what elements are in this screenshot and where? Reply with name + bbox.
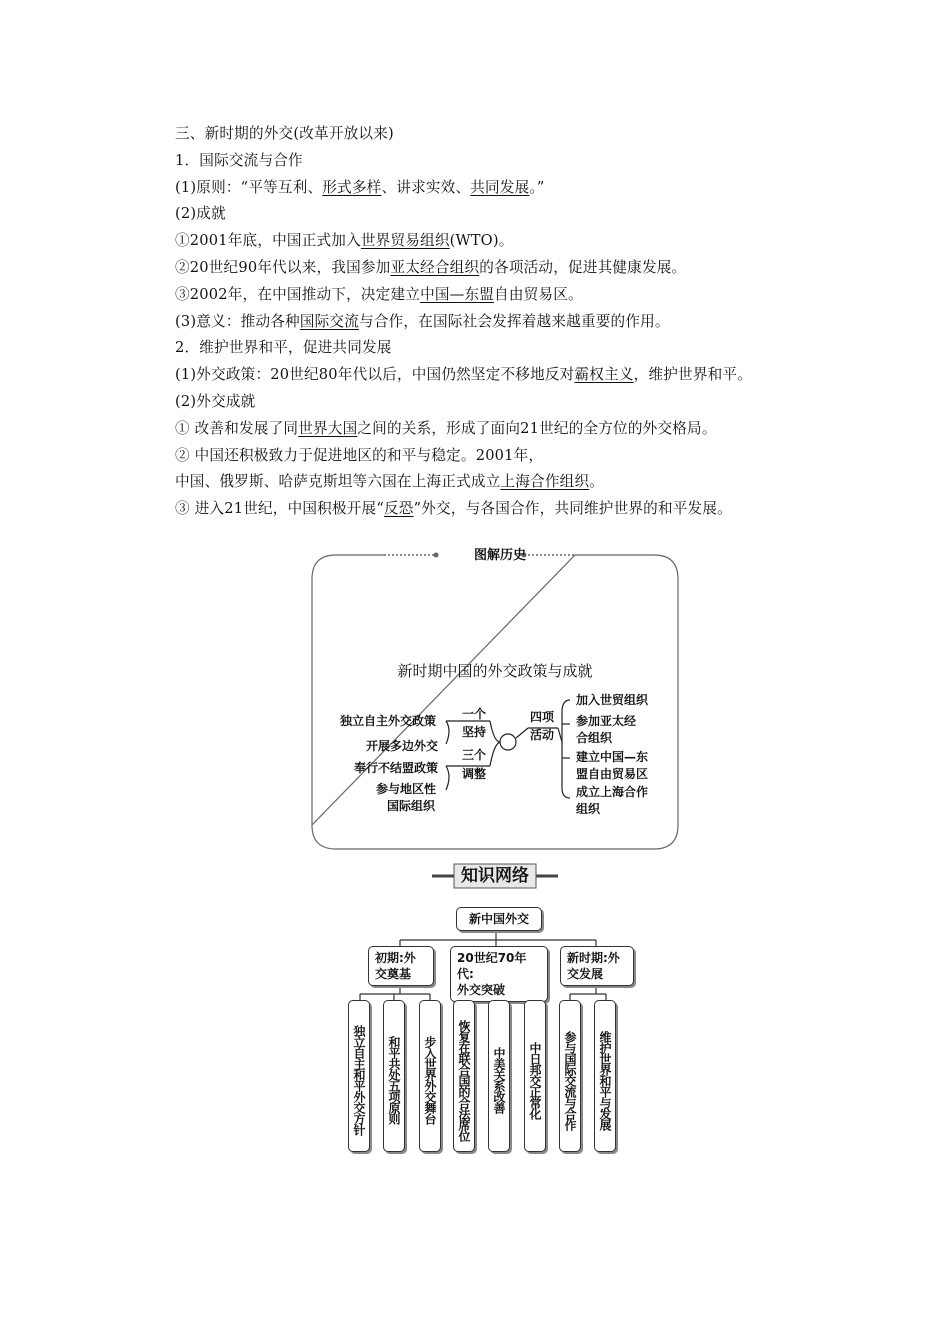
- underlined-term: 世界贸易组织: [360, 232, 450, 250]
- text-segment: 。”: [529, 178, 545, 196]
- network-leaf-box: 和平共处五项原则: [383, 1000, 405, 1152]
- diagram-header: 图解历史: [473, 548, 526, 563]
- diagram-left-item: 独立自主外交政策: [340, 714, 437, 728]
- four-label-bottom: 活动: [530, 728, 555, 742]
- text-segment: 、讲求实效、: [381, 178, 471, 196]
- underlined-term: 反恐: [384, 500, 414, 518]
- network-leaf-box: 独立自主和平外交方针: [348, 1000, 370, 1152]
- four-label-top: 四项: [530, 710, 555, 724]
- diagram-left-item: 国际组织: [387, 799, 436, 813]
- text-segment: 三、新时期的外交(改革开放以来): [175, 125, 394, 142]
- diagram-right-item: 建立中国—东: [576, 750, 649, 764]
- text-segment: 。: [589, 473, 605, 491]
- network-leaf-box: 中日邦交正常化: [524, 1000, 546, 1152]
- text-segment: ②20世纪90年代以来，我国参加: [175, 258, 391, 276]
- text-segment: (2)外交成就: [175, 392, 256, 410]
- text-segment: ”外交，与各国合作，共同维护世界的和平发展。: [413, 500, 732, 518]
- network-leaf-box: 恢复在联合国的合法席位: [453, 1000, 475, 1152]
- text-segment: (3)意义：推动各种: [175, 312, 300, 330]
- text-segment: ③ 进入21世纪，中国积极开展“: [175, 500, 384, 518]
- three-label-bottom: 调整: [462, 767, 487, 781]
- diagram-right-item: 成立上海合作: [576, 785, 649, 799]
- text-segment: 之间的关系，形成了面向21世纪的全方位的外交格局。: [357, 419, 717, 437]
- network-title: 知识网络: [461, 866, 529, 886]
- text-segment: (WTO)。: [449, 232, 514, 250]
- diagram-left-item: 开展多边外交: [366, 739, 439, 753]
- network-period-box: 新时期:外 交发展: [560, 946, 634, 986]
- text-segment: (1)外交政策：20世纪80年代以后，中国仍然坚定不移地反对: [175, 366, 575, 384]
- text-segment: ① 改善和发展了同: [175, 419, 299, 437]
- text-segment: 中国、俄罗斯、哈萨克斯坦等六国在上海正式成立: [175, 473, 501, 491]
- network-period-box: 20世纪70年代: 外交突破: [450, 946, 548, 1002]
- one-label-top: 一个: [462, 707, 487, 721]
- text-segment: (1)原则：“平等互利、: [175, 178, 323, 196]
- underlined-term: 中国—东盟: [420, 285, 495, 303]
- network-root: 新中国外交: [456, 907, 542, 931]
- text-segment: 的各项活动，促进其健康发展。: [479, 258, 687, 276]
- text-segment: 1．国际交流与合作: [175, 151, 303, 169]
- diagram-right-item: 参加亚太经: [576, 714, 637, 728]
- three-label-top: 三个: [462, 748, 487, 762]
- network-leaf-box: 中美关系改善: [488, 1000, 510, 1152]
- diagram-title: 新时期中国的外交政策与成就: [397, 662, 593, 680]
- diagram-right-item: 加入世贸组织: [576, 693, 649, 707]
- text-segment: ，维护世界和平。: [633, 366, 753, 384]
- diagram-left-item: 参与地区性: [376, 782, 437, 796]
- underlined-term: 形式多样: [322, 178, 382, 196]
- diagram-left-item: 奉行不结盟政策: [354, 761, 439, 775]
- text-segment: 自由贸易区。: [494, 285, 583, 303]
- one-label-bottom: 坚持: [462, 725, 487, 739]
- network-leaf-box: 参与国际交流与合作: [559, 1000, 581, 1152]
- network-leaf-box: 步入世界外交舞台: [419, 1000, 441, 1152]
- underlined-term: 国际交流: [299, 312, 360, 330]
- underlined-term: 亚太经合组织: [390, 258, 480, 276]
- underlined-term: 霸权主义: [574, 366, 634, 384]
- text-segment: 2．维护世界和平，促进共同发展: [175, 339, 392, 357]
- diagram-right-item: 盟自由贸易区: [576, 767, 649, 781]
- text-segment: 与合作，在国际社会发挥着越来越重要的作用。: [359, 312, 670, 330]
- network-period-box: 初期:外 交奠基: [368, 946, 434, 986]
- underlined-term: 世界大国: [298, 419, 358, 437]
- diagram-right-item: 组织: [576, 802, 601, 816]
- underlined-term: 共同发展: [470, 178, 530, 196]
- underlined-term: 上海合作组织: [500, 473, 590, 491]
- network-leaf-box: 维护世界和平与发展: [594, 1000, 616, 1152]
- diagram-right-item: 合组织: [576, 731, 613, 745]
- text-segment: (2)成就: [175, 205, 226, 223]
- text-segment: ② 中国还积极致力于促进地区的和平与稳定。2001年，: [175, 446, 544, 464]
- text-segment: ③2002年，在中国推动下，决定建立: [175, 285, 421, 303]
- text-segment: ①2001年底，中国正式加入: [175, 232, 361, 250]
